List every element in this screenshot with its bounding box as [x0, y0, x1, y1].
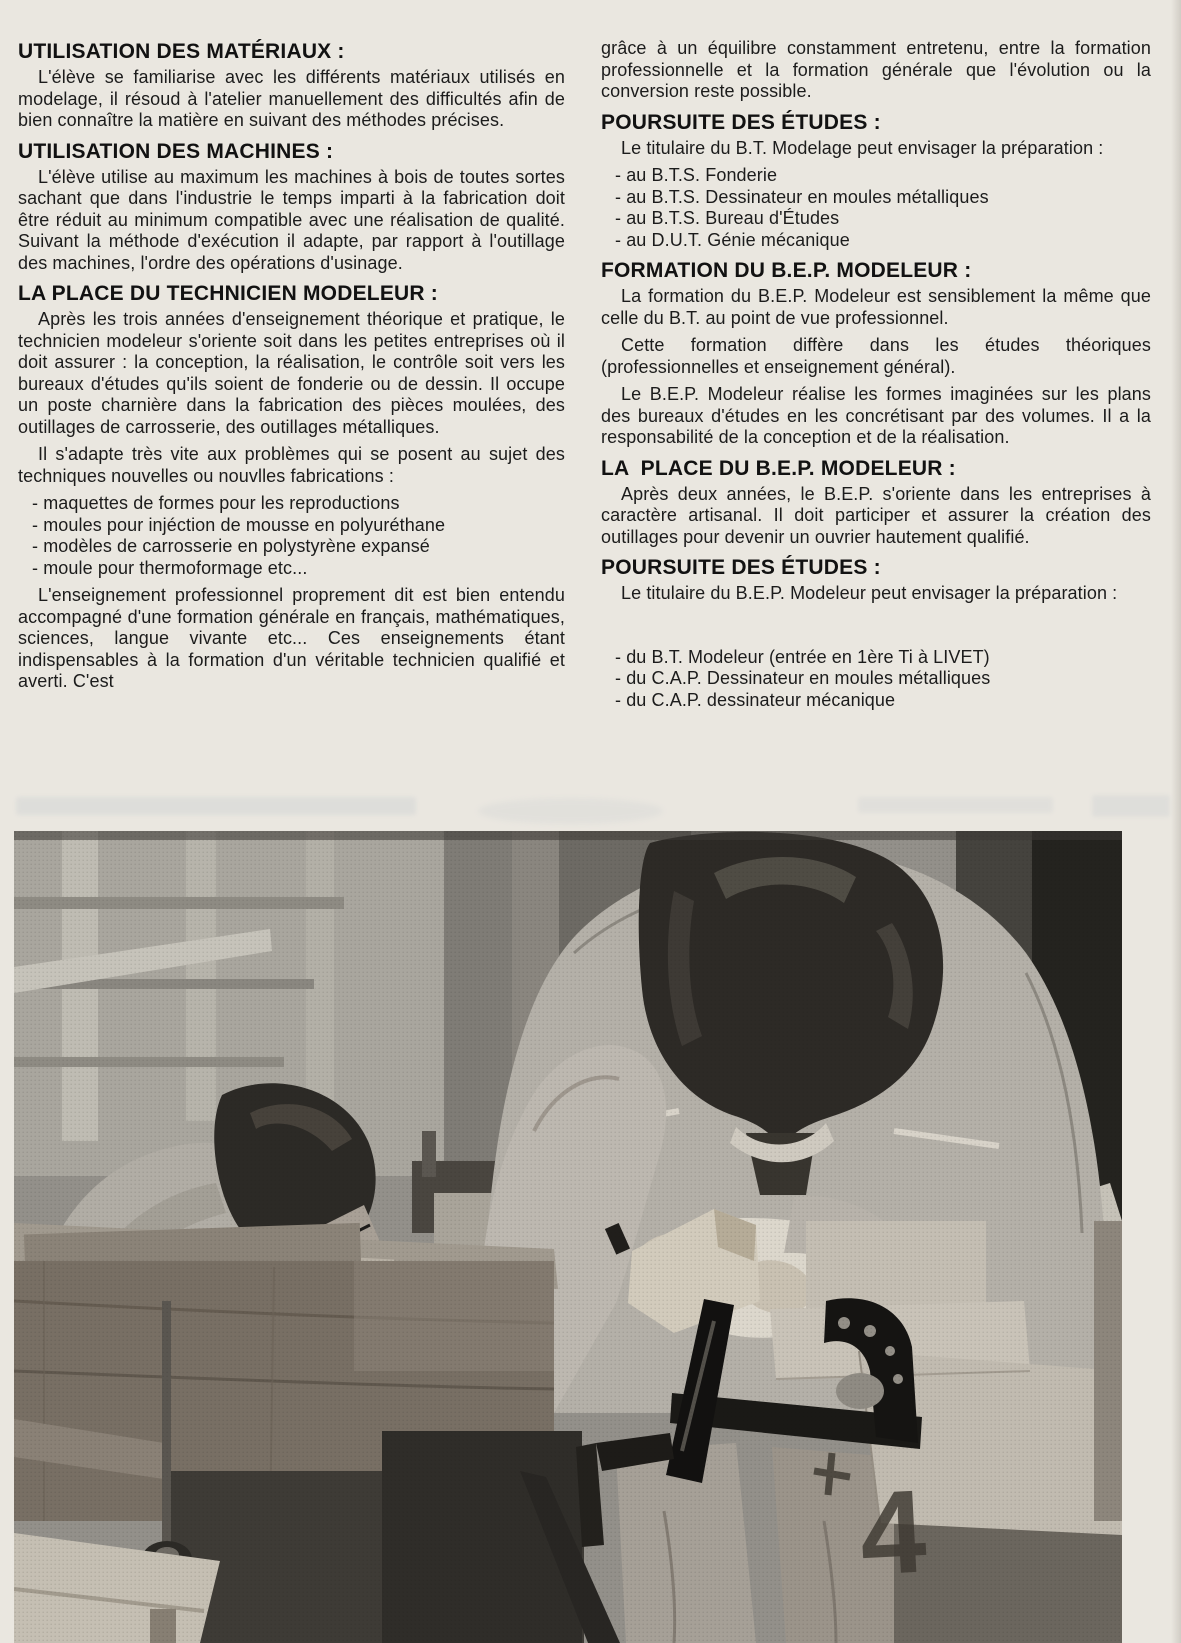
workshop-photo: [14, 831, 1122, 1643]
bullet-item: - moule pour thermoformage etc...: [32, 557, 308, 578]
section-heading-poursuite-bt: POURSUITE DES ÉTUDES :: [601, 110, 881, 134]
page-edge-shadow: [1171, 0, 1181, 1643]
section-heading-machines: UTILISATION DES MACHINES :: [18, 139, 334, 163]
paragraph: Après les trois années d'enseignement théorique et pratique, le technicien modeleur s'oriente soit dans les petites entreprises où il doit assurer : la conception, la réalisation, le contrôle soit vers les bureaux d'études qu'ils soient de fonderie ou de dessin. Il occupe un poste charnière dans la fabrication des pièces moulées, des outillages de carrosserie, des outillages métalliques.: [18, 309, 565, 437]
paragraph: Le titulaire du B.E.P. Modeleur peut envisager la préparation :: [621, 583, 1118, 603]
bullet-item: - au B.T.S. Dessinateur en moules métalliques: [615, 186, 989, 207]
paragraph: Après deux années, le B.E.P. s'oriente dans les entreprises à caractère artisanal. Il doit participer et assurer la création des outillages pour devenir un ouvrier hautement qualifié.: [601, 483, 1151, 547]
workshop-photo-illustration: [14, 831, 1122, 1643]
bullet-item: - moules pour injéction de mousse en polyuréthane: [32, 514, 446, 535]
bullet-item: - maquettes de formes pour les reproductions: [32, 493, 400, 513]
bullet-item: - du B.T. Modeleur (entrée en 1ère Ti à LIVET): [615, 646, 990, 667]
bullet-item: - au D.U.T. Génie mécanique: [615, 229, 850, 250]
paragraph: Cette formation diffère dans les études théoriques (professionnelles et enseignement général).: [601, 335, 1151, 377]
left-column: [18, 38, 565, 699]
bullet-item: - au B.T.S. Fonderie: [615, 165, 778, 185]
paragraph: L'élève se familiarise avec les différents matériaux utilisés en modelage, il résoud à l'atelier manuellement des difficultés afin de bien connaître la matière en suivant des méthodes précises.: [18, 67, 565, 130]
bullet-item: - du C.A.P. dessinateur mécanique: [615, 689, 896, 710]
page-bleed-artifact: [16, 797, 416, 815]
bullet-item: - modèles de carrosserie en polystyrène expansé: [32, 536, 430, 556]
bullet-list: [601, 165, 1151, 251]
page-bleed-artifact: [858, 797, 1053, 813]
paragraph: Il s'adapte très vite aux problèmes qui se posent au sujet des techniques nouvelles ou nouvlles fabrications :: [18, 444, 565, 486]
section-heading-place-bep: LA PLACE DU B.E.P. MODELEUR :: [601, 456, 956, 480]
paragraph-continuation: grâce à un équilibre constamment entretenu, entre la formation professionnelle et la formation générale que l'évolution ou la conversion reste possible.: [601, 38, 1151, 101]
bullet-list: [601, 647, 1151, 712]
paragraph: Le titulaire du B.T. Modelage peut envisager la préparation :: [621, 137, 1104, 158]
right-column: [601, 38, 1151, 717]
paragraph: L'enseignement professionnel proprement dit est bien entendu accompagné d'une formation générale en français, mathématiques, sciences, langue vivante etc... Ces enseignements étant indispensables à la formation d'un véritable technicien qualifié et averti. C'est: [18, 585, 565, 691]
section-heading-materiaux: UTILISATION DES MATÉRIAUX :: [18, 40, 345, 63]
bullet-item: - du C.A.P. Dessinateur en moules métalliques: [615, 668, 991, 688]
bullet-item: - au B.T.S. Bureau d'Études: [615, 208, 840, 228]
page-bleed-artifact: [1092, 795, 1170, 817]
section-heading-formation-bep: FORMATION DU B.E.P. MODELEUR :: [601, 259, 972, 282]
paragraph: La formation du B.E.P. Modeleur est sensiblement la même que celle du B.T. au point de vue professionnel.: [601, 286, 1151, 328]
paragraph: Le B.E.P. Modeleur réalise les formes imaginées sur les plans des bureaux d'études en les concrétisant par des volumes. Il a la responsabilité de la conception et de la réalisation.: [601, 384, 1151, 447]
bullet-list: [18, 493, 565, 579]
section-heading-place-technicien: LA PLACE DU TECHNICIEN MODELEUR :: [18, 282, 438, 305]
paragraph: L'élève utilise au maximum les machines à bois de toutes sortes sachant que dans l'industrie le temps imparti à la fabrication doit être réduit au minimum compatible avec une réalisation de qualité. Suivant la méthode d'exécution il adapte, par rapport à l'outillage des machines, l'ordre des opérations d'usinage.: [18, 166, 565, 273]
bench-number-4-label: 4: [856, 1465, 930, 1601]
section-heading-poursuite-bep: POURSUITE DES ÉTUDES :: [601, 556, 881, 579]
page-bleed-artifact: [478, 798, 663, 824]
